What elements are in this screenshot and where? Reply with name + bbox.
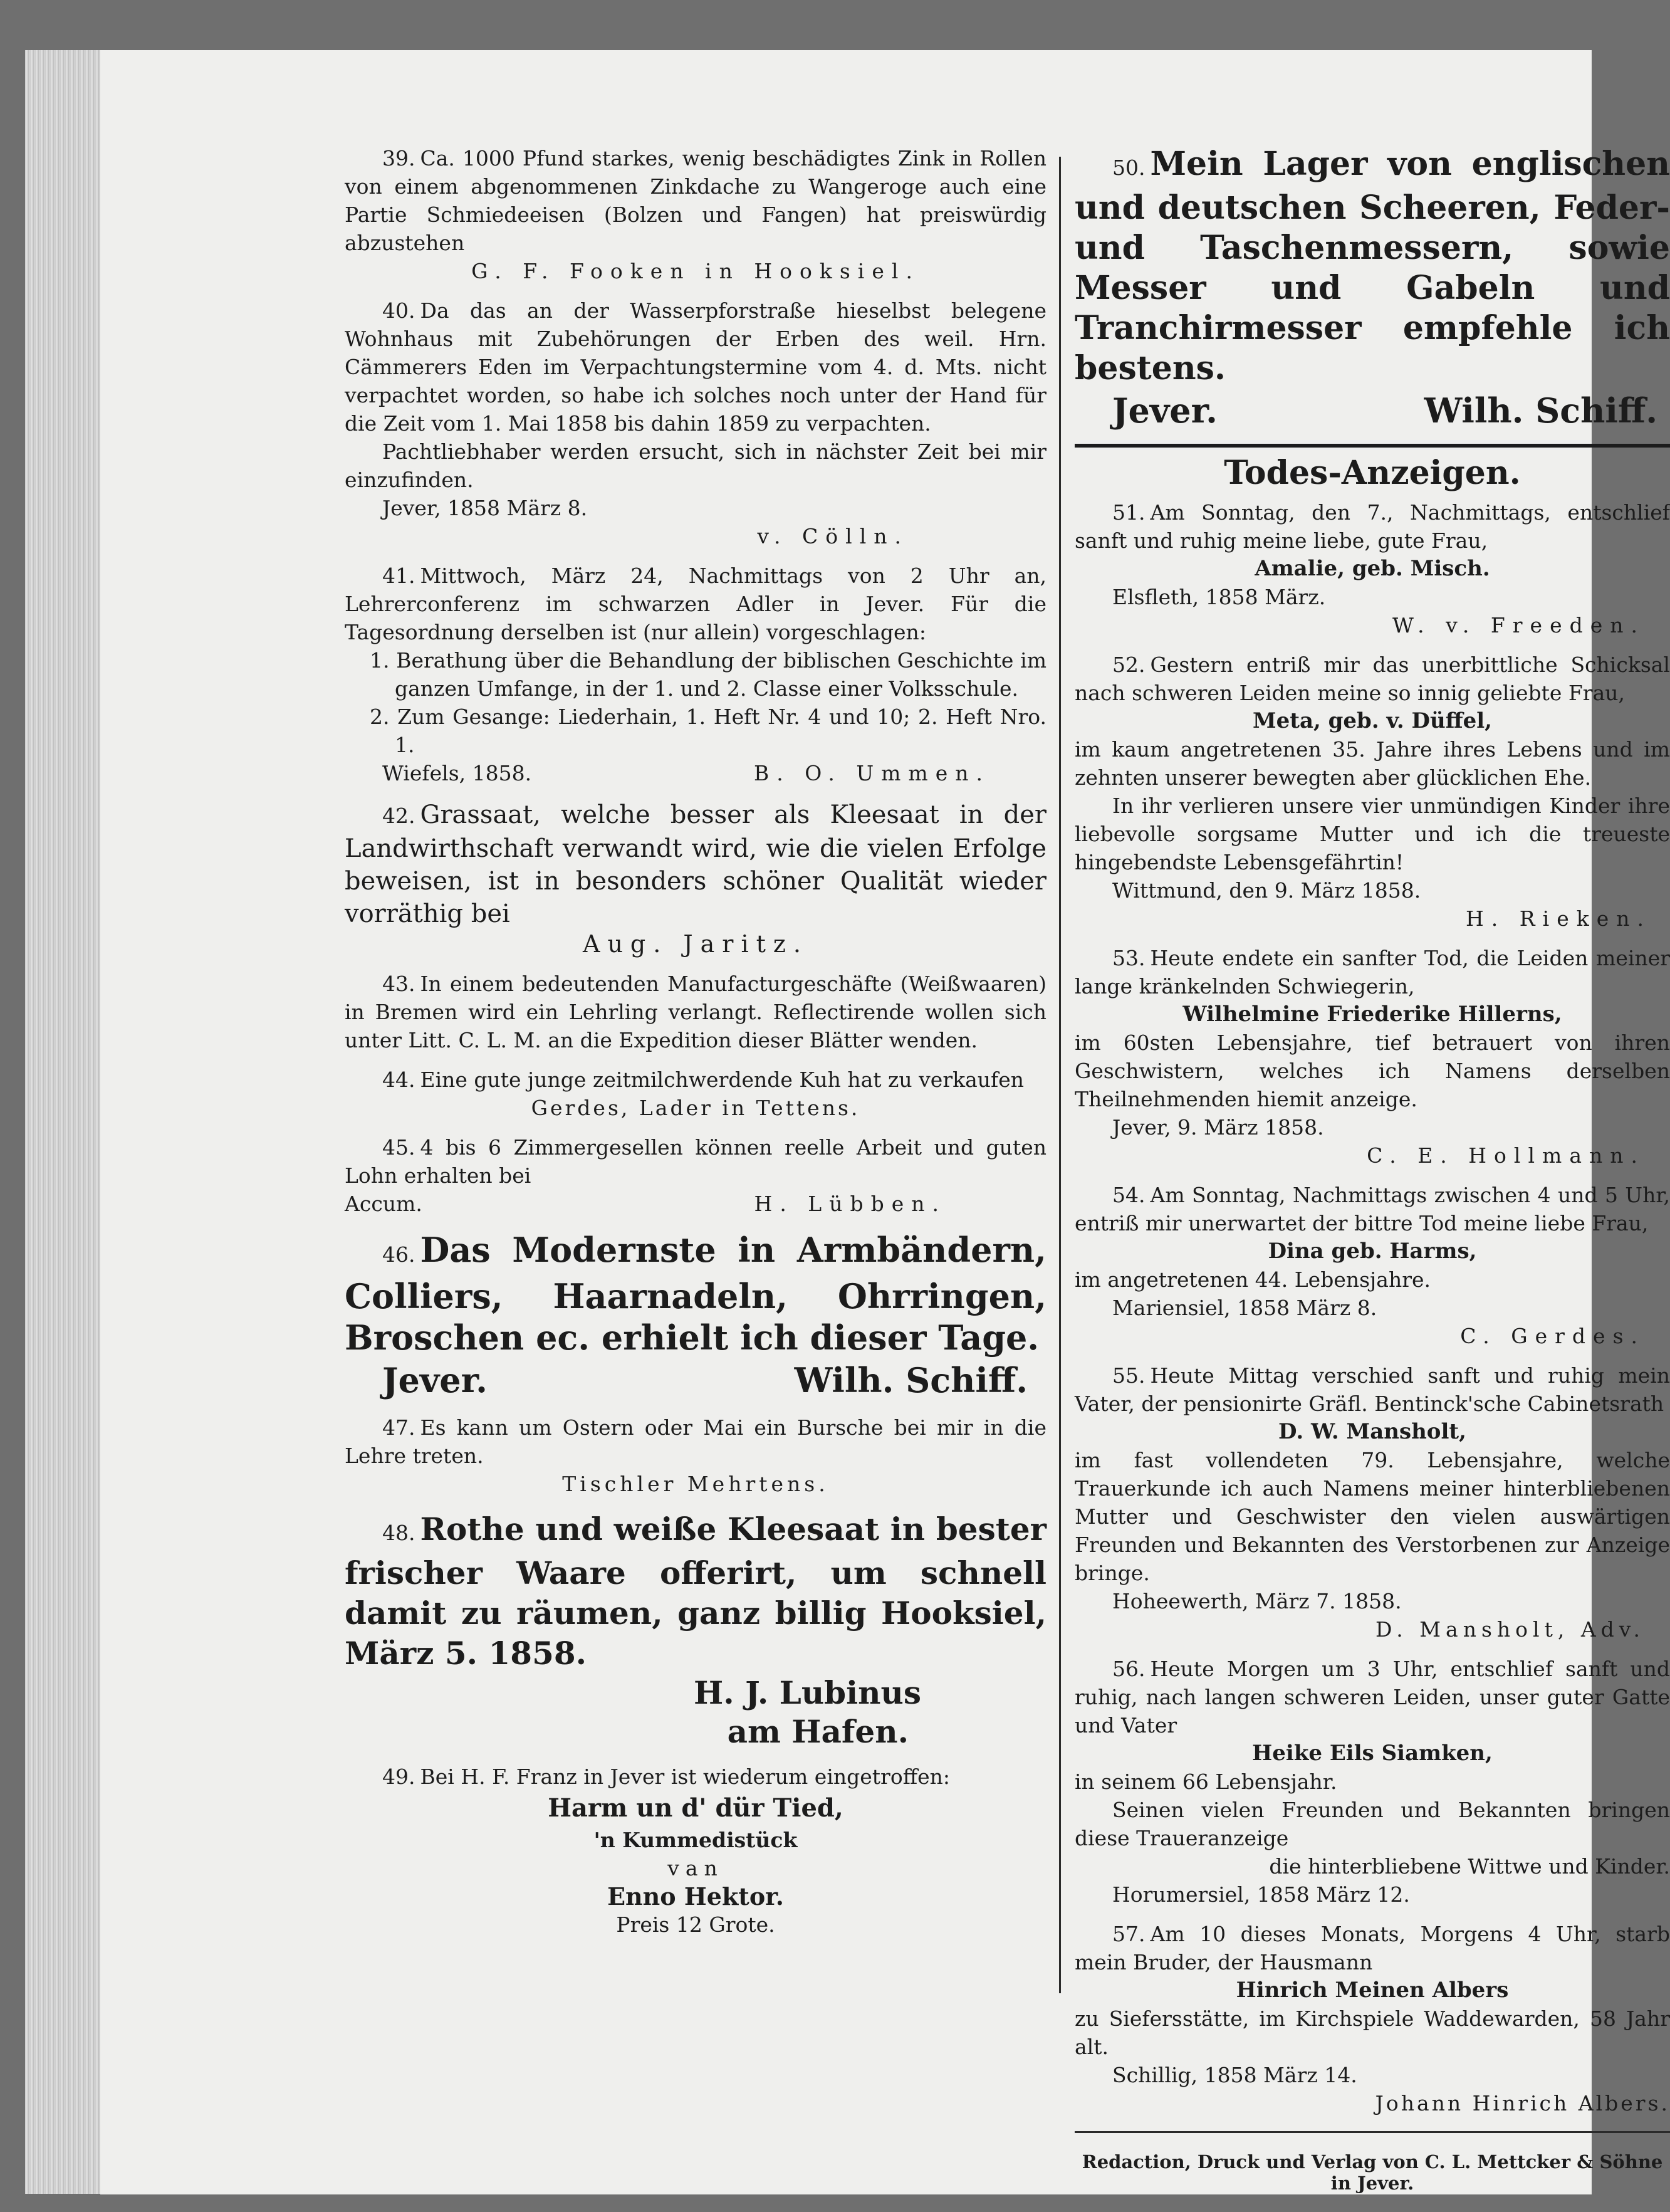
notice-text-2: Accum. — [345, 1192, 422, 1216]
notice-signature: v. Cölln. — [757, 524, 909, 548]
book-subtitle: 'n Kummedistück — [593, 1828, 798, 1852]
notice-text: Das Modernste in Armbändern, Colliers, Haarnadeln, Ohrringen, Broschen ec. erhielt ich dieser Tage. — [345, 1230, 1046, 1358]
notice-text: Am Sonntag, den 7., Nachmittags, entschlief sanft und ruhig meine liebe, gute Frau, — [1075, 500, 1670, 553]
notice-text: In einem bedeutenden Manufacturgeschäfte (Weißwaaren) in Bremen wird ein Lehrling verlangt. Reflectirende wollen sich unter Litt. C. L. M. an die Expedition dieser Blätter wenden. — [345, 972, 1046, 1052]
notice-number: 40. — [382, 298, 415, 323]
notice-text: Grassaat, welche besser als Kleesaat in der Landwirthschaft verwandt wird, wie die vielen Erfolge beweisen, ist in besonders schöner Qualität wieder vorräthig bei — [345, 800, 1046, 928]
notice-signature-row — [345, 1358, 1046, 1402]
notice-text: Heute Morgen um 3 Uhr, entschlief sanft und ruhig, nach langen schweren Leiden, unser guter Gatte und Vater — [1075, 1657, 1670, 1738]
footer-rule — [1075, 2131, 1670, 2133]
notice-place-date: Mariensiel, 1858 März 8. — [1112, 1296, 1377, 1320]
notice-number: 41. — [382, 563, 415, 588]
notice-signature: D. Mansholt, Adv. — [1375, 1617, 1645, 1642]
notice-42 — [345, 799, 1046, 958]
notice-place-date: Schillig, 1858 März 14. — [1112, 2063, 1357, 2087]
notice-54 — [1075, 1181, 1670, 1350]
notice-text-2: im kaum angetretenen 35. Jahre ihres Lebens und im zehnten unserer bewegten aber glücklichen Ehe. — [1075, 737, 1670, 790]
notice-43 — [345, 970, 1046, 1054]
notice-number: 57. — [1112, 1922, 1146, 1946]
notice-number: 47. — [382, 1415, 415, 1440]
notice-40 — [345, 296, 1046, 550]
notice-place-date: Horumersiel, 1858 März 12. — [1112, 1882, 1410, 1907]
notice-number: 56. — [1112, 1657, 1146, 1681]
notice-53 — [1075, 944, 1670, 1170]
agenda-item-1: 1. Berathung über die Behandlung der biblischen Geschichte im ganzen Umfange, in der 1. und 2. Classe einer Volksschule. — [370, 648, 1046, 701]
imprint: Redaction, Druck und Verlag von C. L. Mettcker & Söhne in Jever. — [1082, 2151, 1663, 2194]
book-price: Preis 12 Grote. — [616, 1912, 775, 1937]
section-rule — [1075, 444, 1670, 448]
notice-text: Heute endete ein sanfter Tod, die Leiden meiner lange kränkelnden Schwiegerin, — [1075, 946, 1670, 999]
notice-number: 43. — [382, 972, 415, 996]
notice-55 — [1075, 1361, 1670, 1643]
deceased-name: D. W. Mansholt, — [1278, 1419, 1466, 1444]
notice-text-2: zu Siefersstätte, im Kirchspiele Waddewarden, 58 Jahr alt. — [1075, 2006, 1670, 2059]
deceased-name: Amalie, geb. Misch. — [1255, 556, 1490, 581]
notice-text: Heute Mittag verschied sanft und ruhig mein Vater, der pensionirte Gräfl. Bentinck'sche Cabinetsrath — [1075, 1363, 1670, 1416]
notice-text: Am 10 dieses Monats, Morgens 4 Uhr, starb mein Bruder, der Hausmann — [1075, 1922, 1670, 1974]
book-van: van — [667, 1856, 724, 1880]
notice-signature: C. E. Hollmann. — [1367, 1143, 1645, 1168]
notice-signature-row — [1075, 389, 1670, 432]
book-author: Enno Hektor. — [607, 1882, 784, 1911]
notice-signature: B. O. Ummen. — [754, 761, 990, 785]
notice-signature: Aug. Jaritz. — [583, 930, 808, 958]
notice-signature: Wilh. Schiff. — [1424, 391, 1657, 431]
notice-text: Mein Lager von englischen und deutschen Scheeren, Feder- und Taschenmessern, sowie Messer und Gabeln und Tranchirmesser empfehle ich bestens. — [1075, 145, 1670, 387]
notice-place-date: Elsfleth, 1858 März. — [1112, 585, 1326, 609]
deceased-name: Wilhelmine Friederike Hillerns, — [1182, 1002, 1562, 1027]
notice-text: Eine gute junge zeitmilchwerdende Kuh hat zu verkaufen — [420, 1067, 1025, 1092]
column-divider — [1059, 157, 1061, 1993]
notice-text-3: Seinen vielen Freunden und Bekannten bringen diese Traueranzeige — [1075, 1798, 1670, 1850]
notice-place-date: Jever, 9. März 1858. — [1112, 1115, 1324, 1140]
notice-signature: H. Lübben. — [754, 1192, 946, 1216]
notice-number: 55. — [1112, 1363, 1146, 1388]
notice-39 — [345, 144, 1046, 285]
notice-number: 46. — [382, 1242, 415, 1267]
notice-text-2: im fast vollendeten 79. Lebensjahre, welche Trauerkunde ich auch Namens meiner hinterbliebenen Mutter und Geschwister den vielen auswärtigen Freunden und Bekannten des Verstorbenen zur Anzeige bringe. — [1075, 1448, 1670, 1585]
notice-number: 48. — [382, 1521, 415, 1545]
notice-number: 49. — [382, 1764, 415, 1789]
notice-number: 45. — [382, 1135, 415, 1160]
notice-56 — [1075, 1655, 1670, 1909]
notice-number: 53. — [1112, 946, 1146, 970]
book-page-edges — [25, 50, 102, 2194]
deceased-name: Heike Eils Siamken, — [1252, 1741, 1493, 1766]
notice-number: 51. — [1112, 500, 1146, 525]
notice-signature-2: am Hafen. — [727, 1713, 909, 1750]
deceased-name: Dina geb. Harms, — [1268, 1239, 1477, 1264]
notice-48 — [345, 1509, 1046, 1751]
notice-text-2: in seinem 66 Lebensjahr. — [1075, 1769, 1337, 1794]
notice-number: 44. — [382, 1067, 415, 1092]
notice-place-date: Wiefels, 1858. — [382, 761, 532, 785]
notice-signature: G. F. Fooken in Hooksiel. — [471, 259, 920, 283]
notice-57 — [1075, 1920, 1670, 2117]
notice-text: Am Sonntag, Nachmittags zwischen 4 und 5 Uhr, entriß mir unerwartet der bittre Tod meine liebe Frau, — [1075, 1183, 1670, 1235]
notice-number: 39. — [382, 146, 415, 170]
notice-text: Da das an der Wasserpforstraße hieselbst belegene Wohnhaus mit Zubehörungen der Erben des weil. Hrn. Cämmerers Eden im Verpachtungstermine vom 4. d. Mts. nicht verpachtet worden, so habe ich solches noch unter der Hand für die Zeit vom 1. Mai 1858 bis dahin 1859 zu verpachten. — [345, 298, 1046, 436]
notice-text: Es kann um Ostern oder Mai ein Bursche bei mir in die Lehre treten. — [345, 1415, 1046, 1468]
right-column — [1075, 144, 1670, 2212]
notice-place-date: Jever, 1858 März 8. — [382, 496, 588, 520]
notice-text: Gestern entriß mir das unerbittliche Schicksal nach schweren Leiden meine so innig geliebte Frau, — [1075, 653, 1670, 705]
newspaper-page — [100, 50, 1670, 2194]
notice-51 — [1075, 498, 1670, 639]
notice-text-2: im 60sten Lebensjahre, tief betrauert von ihren Geschwistern, welches ich Namens derselben Theilnehmenden hiemit anzeige. — [1075, 1030, 1670, 1111]
deceased-name: Meta, geb. v. Düffel, — [1252, 708, 1493, 733]
notice-47 — [345, 1413, 1046, 1498]
notice-signature: Wilh. Schiff. — [794, 1360, 1028, 1400]
notice-signature: C. Gerdes. — [1460, 1324, 1645, 1348]
agenda-list — [345, 646, 1046, 759]
notice-number: 50. — [1112, 155, 1146, 180]
notice-text-2: im angetretenen 44. Lebensjahre. — [1075, 1267, 1431, 1292]
notice-text-2: Pachtliebhaber werden ersucht, sich in nächster Zeit bei mir einzufinden. — [345, 439, 1046, 492]
notice-text: Ca. 1000 Pfund starkes, wenig beschädigtes Zink in Rollen von einem abgenommenen Zinkdache zu Wangeroge auch eine Partie Schmiedeeisen (Bolzen und Fangen) hat preiswürdig abzustehen — [345, 146, 1046, 255]
notice-number: 54. — [1112, 1183, 1146, 1207]
notice-text: Bei H. F. Franz in Jever ist wiederum eingetroffen: — [420, 1764, 951, 1789]
notice-45 — [345, 1133, 1046, 1218]
notice-signature: H. J. Lubinus — [694, 1674, 921, 1711]
notice-number: 52. — [1112, 653, 1146, 677]
notice-signature: Johann Hinrich Albers. — [1375, 2091, 1670, 2115]
notice-signature: die hinterbliebene Wittwe und Kinder. — [1269, 1854, 1670, 1879]
notice-44 — [345, 1066, 1046, 1122]
notice-signature: Gerdes, Lader in Tettens. — [531, 1096, 860, 1120]
notice-signature: H. Rieken. — [1466, 906, 1651, 931]
notice-46 — [345, 1229, 1046, 1402]
notice-place-date: Hoheewerth, März 7. 1858. — [1112, 1589, 1402, 1613]
notice-place: Jever. — [1112, 391, 1218, 431]
notice-text: 4 bis 6 Zimmergesellen können reelle Arbeit und guten Lohn erhalten bei — [345, 1135, 1046, 1188]
left-column — [345, 144, 1046, 1950]
notice-number: 42. — [382, 804, 415, 828]
deceased-name: Hinrich Meinen Albers — [1236, 1978, 1509, 2003]
notice-signature: Tischler Mehrtens. — [562, 1472, 829, 1496]
notice-text-3: In ihr verlieren unsere vier unmündigen Kinder ihre liebevolle sorgsame Mutter und ich die treueste hingebendste Lebensgefährtin! — [1075, 794, 1670, 874]
notice-49 — [345, 1763, 1046, 1939]
book-title: Harm un d' dür Tied, — [548, 1793, 843, 1823]
notice-place: Jever. — [382, 1360, 488, 1400]
notice-text: Mittwoch, März 24, Nachmittags von 2 Uhr an, Lehrerconferenz im schwarzen Adler in Jever. Für die Tagesordnung derselben ist (nur allein) vorgeschlagen: — [345, 563, 1046, 644]
notice-text: Rothe und weiße Kleesaat in bester frischer Waare offerirt, um schnell damit zu räumen, ganz billig Hooksiel, März 5. 1858. — [345, 1511, 1046, 1672]
notice-signature: W. v. Freeden. — [1392, 613, 1645, 637]
notice-52 — [1075, 651, 1670, 933]
agenda-item-2: 2. Zum Gesange: Liederhain, 1. Heft Nr. 4 und 10; 2. Heft Nro. 1. — [370, 705, 1046, 757]
notice-41 — [345, 562, 1046, 787]
notice-50 — [1075, 144, 1670, 432]
section-heading: Todes-Anzeigen. — [1224, 454, 1521, 492]
notice-place-date: Wittmund, den 9. März 1858. — [1112, 878, 1421, 903]
